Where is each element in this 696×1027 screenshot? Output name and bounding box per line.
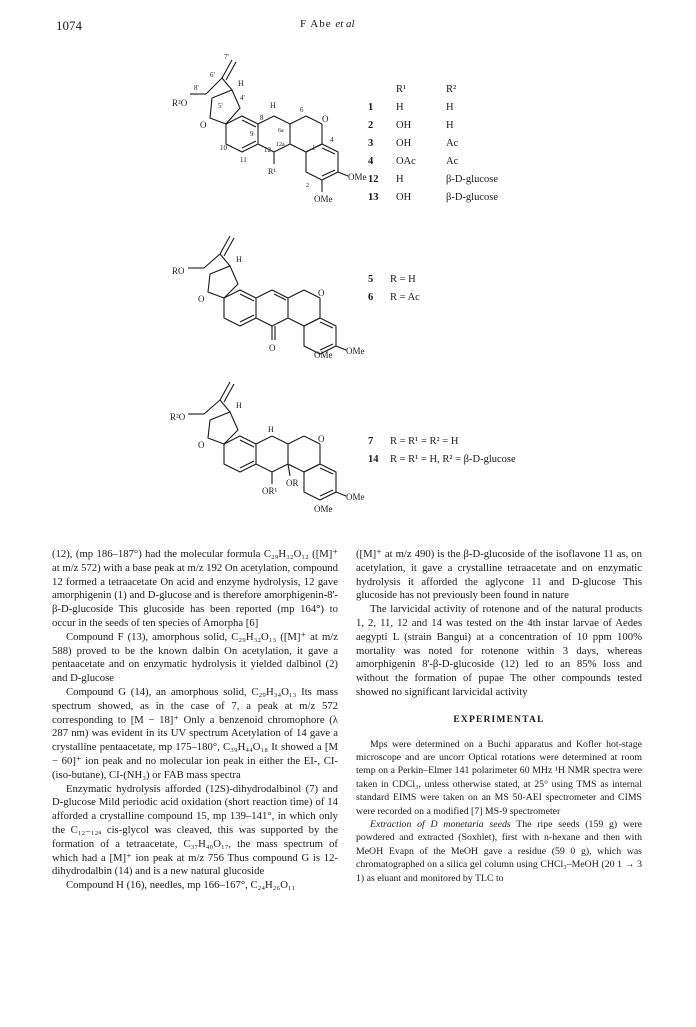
label-4p: 4' <box>240 94 245 102</box>
row-r1: H <box>396 173 404 185</box>
row-num: 3 <box>368 137 374 149</box>
label-o-1: O <box>198 440 205 450</box>
label-ro: RO <box>172 266 185 276</box>
paragraph: Compound H (16), needles, mp 166–167°, C₂₄H₂₆O₁₁ <box>66 879 296 892</box>
label-or1: OR¹ <box>262 486 278 496</box>
compound-num: 14 <box>368 454 379 465</box>
label-8p: 8' <box>194 84 199 92</box>
row-r2: Ac <box>446 137 459 149</box>
label-r1: R¹ <box>268 167 276 176</box>
label-or: OR <box>286 478 299 488</box>
label-o-left: O <box>200 120 207 130</box>
row-r2: β-D-glucose <box>446 191 498 203</box>
label-2: 2 <box>306 183 309 189</box>
running-head-et-al: et al <box>335 18 355 30</box>
row-num: 12 <box>368 173 379 185</box>
row-num: 4 <box>368 155 374 167</box>
label-h-2: H <box>268 425 274 434</box>
paragraph-body: The ripe seeds (159 g) were powdered and extracted (Soxhlet), first with n-hexane and then with MeOH Evapn of the MeOH gave a residue (59 0 g), which was chromatographed on a silica gel column using CHCl₃–MeOH (20 1 → 3 1) as eluant and monitored by TLC to <box>356 819 642 884</box>
label-7p: 7' <box>224 53 229 61</box>
row-r1: OH <box>396 191 412 203</box>
paragraph: Enzymatic hydrolysis afforded (12S)-dihydrodalbinol (7) and D-glucose Mild periodic acid oxidation (short reaction time) of 14 afforded a crystalline compound 15, mp 139–141°, in which only the C₁₂₋₁₂ₐ cis-glycol was cleaved, this was supported by the formation of a tetraacetate, C₃₇H₄₀O₁₇, the mass spectrum of which had a [M]⁺ ion peak at m/z 756 Thus compound G is 12-dihydrodalbin (14) and is a new natural glucoside <box>52 782 338 878</box>
row-r2: β-D-glucose <box>446 173 498 185</box>
label-8: 8 <box>260 114 264 122</box>
substituent-table-1 <box>368 80 566 206</box>
running-head-authors: F Abe <box>300 18 332 30</box>
page-number: 1074 <box>56 18 82 33</box>
label-o-2: O <box>318 434 325 444</box>
label-6a: 6a <box>278 128 284 134</box>
label-h-1: H <box>236 401 242 410</box>
row-num: 2 <box>368 119 374 131</box>
label-o-2: O <box>318 288 325 298</box>
substituent-text: R = H <box>390 274 416 285</box>
label-1: 1 <box>312 144 316 152</box>
section-heading-experimental: EXPERIMENTAL <box>453 714 545 725</box>
label-o-1: O <box>198 294 205 304</box>
substituent-text: R = R¹ = H, R² = β-D-glucose <box>390 454 516 465</box>
label-9: 9 <box>250 130 254 138</box>
label-o-right: O <box>322 114 329 124</box>
row-r1: H <box>396 101 404 113</box>
row-r2: Ac <box>446 155 459 167</box>
compound-num: 7 <box>368 436 374 447</box>
row-r2: H <box>446 119 454 131</box>
label-4: 4 <box>330 136 334 144</box>
paragraph: (12), (mp 186–187°) had the molecular formula C₂₉H₃₂O₁₂ ([M]⁺ at m/z 572) with a base peak at m/z 192 On acetylation, compound 12 formed a tetraacetate On acid and enzyme hydrolysis, 12 gave amorphigenin (1) and D-glucose and is therefore amorphigenin-8'-β-D-glucoside This glucoside has been reported (mp 164°) to occur in the seeds of ten species of Amorpha [6] <box>52 548 338 629</box>
label-12: 12 <box>264 146 271 154</box>
header-r1: R¹ <box>396 83 407 95</box>
structure-2-row-6 <box>368 292 420 303</box>
label-5p: 5' <box>218 102 223 110</box>
label-ome-2: OMe <box>314 350 333 360</box>
table-row <box>368 152 566 170</box>
table-row <box>368 134 566 152</box>
compound-num: 6 <box>368 292 374 303</box>
label-10: 10 <box>220 144 227 152</box>
structure-3 <box>168 378 368 518</box>
row-num: 13 <box>368 191 379 203</box>
label-h-mid: H <box>270 101 276 110</box>
paragraph: ([M]⁺ at m/z 490) is the β-D-glucoside of the isoflavone 11 as, on acetylation, it gave a crystalline tetraacetate and on enzymatic hydrolysis it afforded the aglycone 11 and D-glucose This glucoside has not previously been found in nature <box>356 548 642 602</box>
label-h: H <box>236 255 242 264</box>
label-ome-1: OMe <box>348 172 367 182</box>
left-column <box>52 548 338 893</box>
substituent-text: R = R¹ = R² = H <box>390 436 459 447</box>
label-ome-1: OMe <box>346 492 365 502</box>
label-o-carbonyl: O <box>269 343 276 353</box>
table-row <box>368 116 566 134</box>
label-h-top: H <box>238 79 244 88</box>
label-r2o: R²O <box>172 98 188 108</box>
structure-2-row-5 <box>368 274 416 285</box>
structure-3-row-7 <box>368 436 458 447</box>
paragraph: Mps were determined on a Buchi apparatus and Kofler hot-stage microscope and are uncorr Optical rotations were determined at room temp on a Perkin–Elmer 141 polarimeter 60 MHz ¹H NMR spectra were taken in CDCl₃, unless otherwise stated, at 25° using TMS as internal standard EIMS were taken on an MS 50-AEI spectrometer and CIMS were recorded on a modified [7] MS-9 spectrometer <box>356 738 642 817</box>
right-column <box>356 548 642 885</box>
paragraph: Compound F (13), amorphous solid, C₂₉H₃₂O₁₃ ([M]⁺ at m/z 588) proved to be the known dalbin On acetylation, it gave a pentaacetate and on enzymatic hydrolysis it yielded dalbinol (2) and D-glucose <box>52 630 338 685</box>
paragraph: Compound G (14), an amorphous solid, C₂₉H₃₄O₁₃ Its mass spectrum showed, as in the case of 7, a peak at m/z 572 corresponding to [M − 18]⁺ Only a benzenoid chromophore (λ 287 nm) was evident in its UV spectrum Acetylation of 14 gave a crystalline pentaacetate, mp 175–180°, C₃₉H₄₄O₁₈ It showed a [M − 60]⁺ ion peak and no molecular ion peak in either the EI-, CI- (iso-butane), CI-(NH₃) or FAB mass spectra <box>52 685 338 781</box>
table-row <box>368 98 566 116</box>
label-r2o: R²O <box>170 412 186 422</box>
paragraph-lead: Extraction of D monetaria seeds <box>370 819 511 830</box>
label-6: 6 <box>300 106 304 114</box>
label-ome-1: OMe <box>346 346 365 356</box>
structure-3-row-14 <box>368 454 516 465</box>
structure-1 <box>170 50 367 240</box>
row-num: 1 <box>368 101 374 113</box>
label-ome-2: OMe <box>314 194 333 204</box>
compound-num: 5 <box>368 274 374 285</box>
structure-2 <box>168 232 368 362</box>
row-r1: OH <box>396 119 412 131</box>
header-r2: R² <box>446 83 457 95</box>
row-r2: H <box>446 101 454 113</box>
paragraph <box>356 818 642 885</box>
substituent-table-header <box>368 80 566 98</box>
label-ome-2: OMe <box>314 504 333 514</box>
label-6p: 6' <box>210 71 215 79</box>
table-row <box>368 188 566 206</box>
substituent-text: R = Ac <box>390 292 420 303</box>
paragraph: The larvicidal activity of rotenone and of the natural products 1, 2, 11, 12 and 14 was tested on the 4th instar larvae of Aedes aegypti L (strain Bangui) at a concentration of 10 ppm 100% mortality was noted for rotenone within 3 days, whereas amorphigenin 8'-β-D-glucoside (12) led to an 85% loss and without the formation of pupae The other compounds tested showed no significant larvicidal activity <box>356 603 642 698</box>
label-11: 11 <box>240 156 247 164</box>
running-head <box>300 18 355 30</box>
table-row <box>368 170 566 188</box>
row-r1: OH <box>396 137 412 149</box>
label-12a: 12a <box>276 142 285 148</box>
row-r1: OAc <box>396 155 416 167</box>
